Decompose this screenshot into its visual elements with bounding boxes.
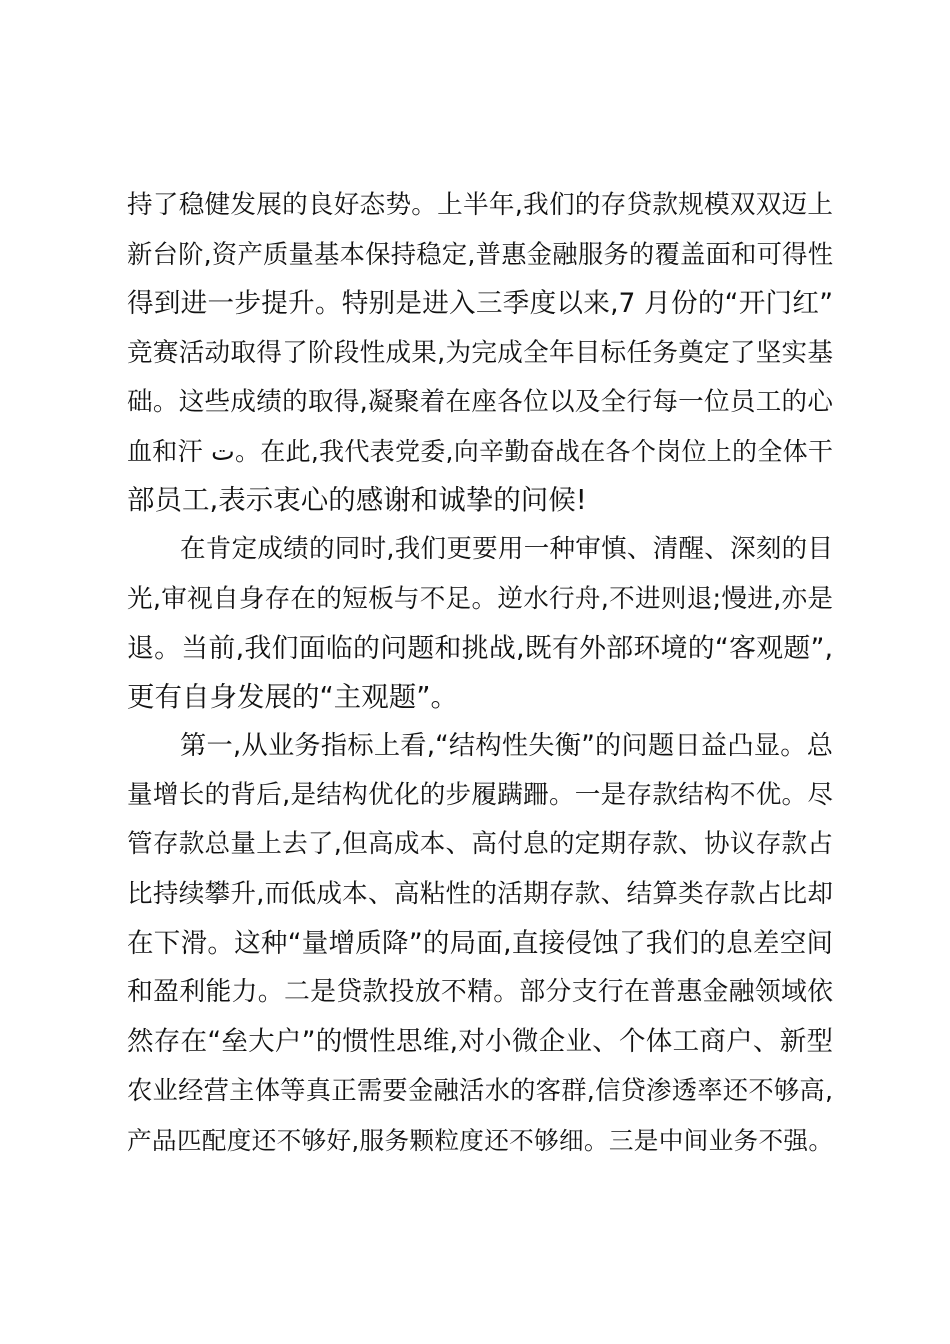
- text-line: 管存款总量上去了,但高成本、高付息的定期存款、协议存款占: [127, 829, 833, 860]
- text-line: 退。当前,我们面临的问题和挑战,既有外部环境的“客观题”,: [127, 632, 833, 664]
- text-line: 然存在“垒大户”的惯性思维,对小微企业、个体工商户、新型: [127, 1026, 833, 1058]
- text-line: 农业经营主体等真正需要金融活水的客群,信贷渗透率还不够高,: [127, 1076, 833, 1106]
- text-line: 新台阶,资产质量基本保持稳定,普惠金融服务的覆盖面和可得性: [127, 240, 833, 270]
- text-line: 在下滑。这种“量增质降”的局面,直接侵蚀了我们的息差空间: [127, 927, 833, 959]
- text-line: 持了稳健发展的良好态势。上半年,我们的存贷款规模双双迈上: [127, 190, 833, 220]
- text-line: 更有自身发展的“主观题”。: [127, 680, 458, 713]
- text-line: 量增长的背后,是结构优化的步履蹒跚。一是存款结构不优。尽: [127, 780, 833, 811]
- paragraph-1: [127, 181, 833, 525]
- text-line: 础。这些成绩的取得,凝聚着在座各位以及全行每一位员工的心: [127, 386, 833, 417]
- text-line: 比持续攀升,而低成本、高粘性的活期存款、结算类存款占比却: [127, 878, 833, 909]
- text-line: 和盈利能力。二是贷款投放不精。部分支行在普惠金融领域依: [127, 977, 833, 1007]
- text-line: 得到进一步提升。特别是进入三季度以来,7 月份的“开门红”: [127, 288, 833, 320]
- text-line: 部员工,表示衷心的感谢和诚挚的问候!: [127, 484, 587, 517]
- text-line: 血和汗 ت。在此,我代表党委,向辛勤奋战在各个岗位上的全体干: [127, 436, 833, 466]
- text-line: 竞赛活动取得了阶段性成果,为完成全年目标任务奠定了坚实基: [127, 337, 833, 368]
- paragraph-3: [127, 722, 833, 1165]
- text-line: 光,审视自身存在的短板与不足。逆水行舟,不进则退;慢进,亦是: [127, 583, 833, 614]
- text-line: 产品匹配度还不够好,服务颗粒度还不够细。三是中间业务不强。: [127, 1125, 833, 1155]
- document-body: [127, 181, 833, 1165]
- text-line: 在肯定成绩的同时,我们更要用一种审慎、清醒、深刻的目: [180, 534, 833, 565]
- text-line: 第一,从业务指标上看,“结构性失衡”的问题日益凸显。总: [180, 731, 833, 762]
- paragraph-2: [127, 525, 833, 722]
